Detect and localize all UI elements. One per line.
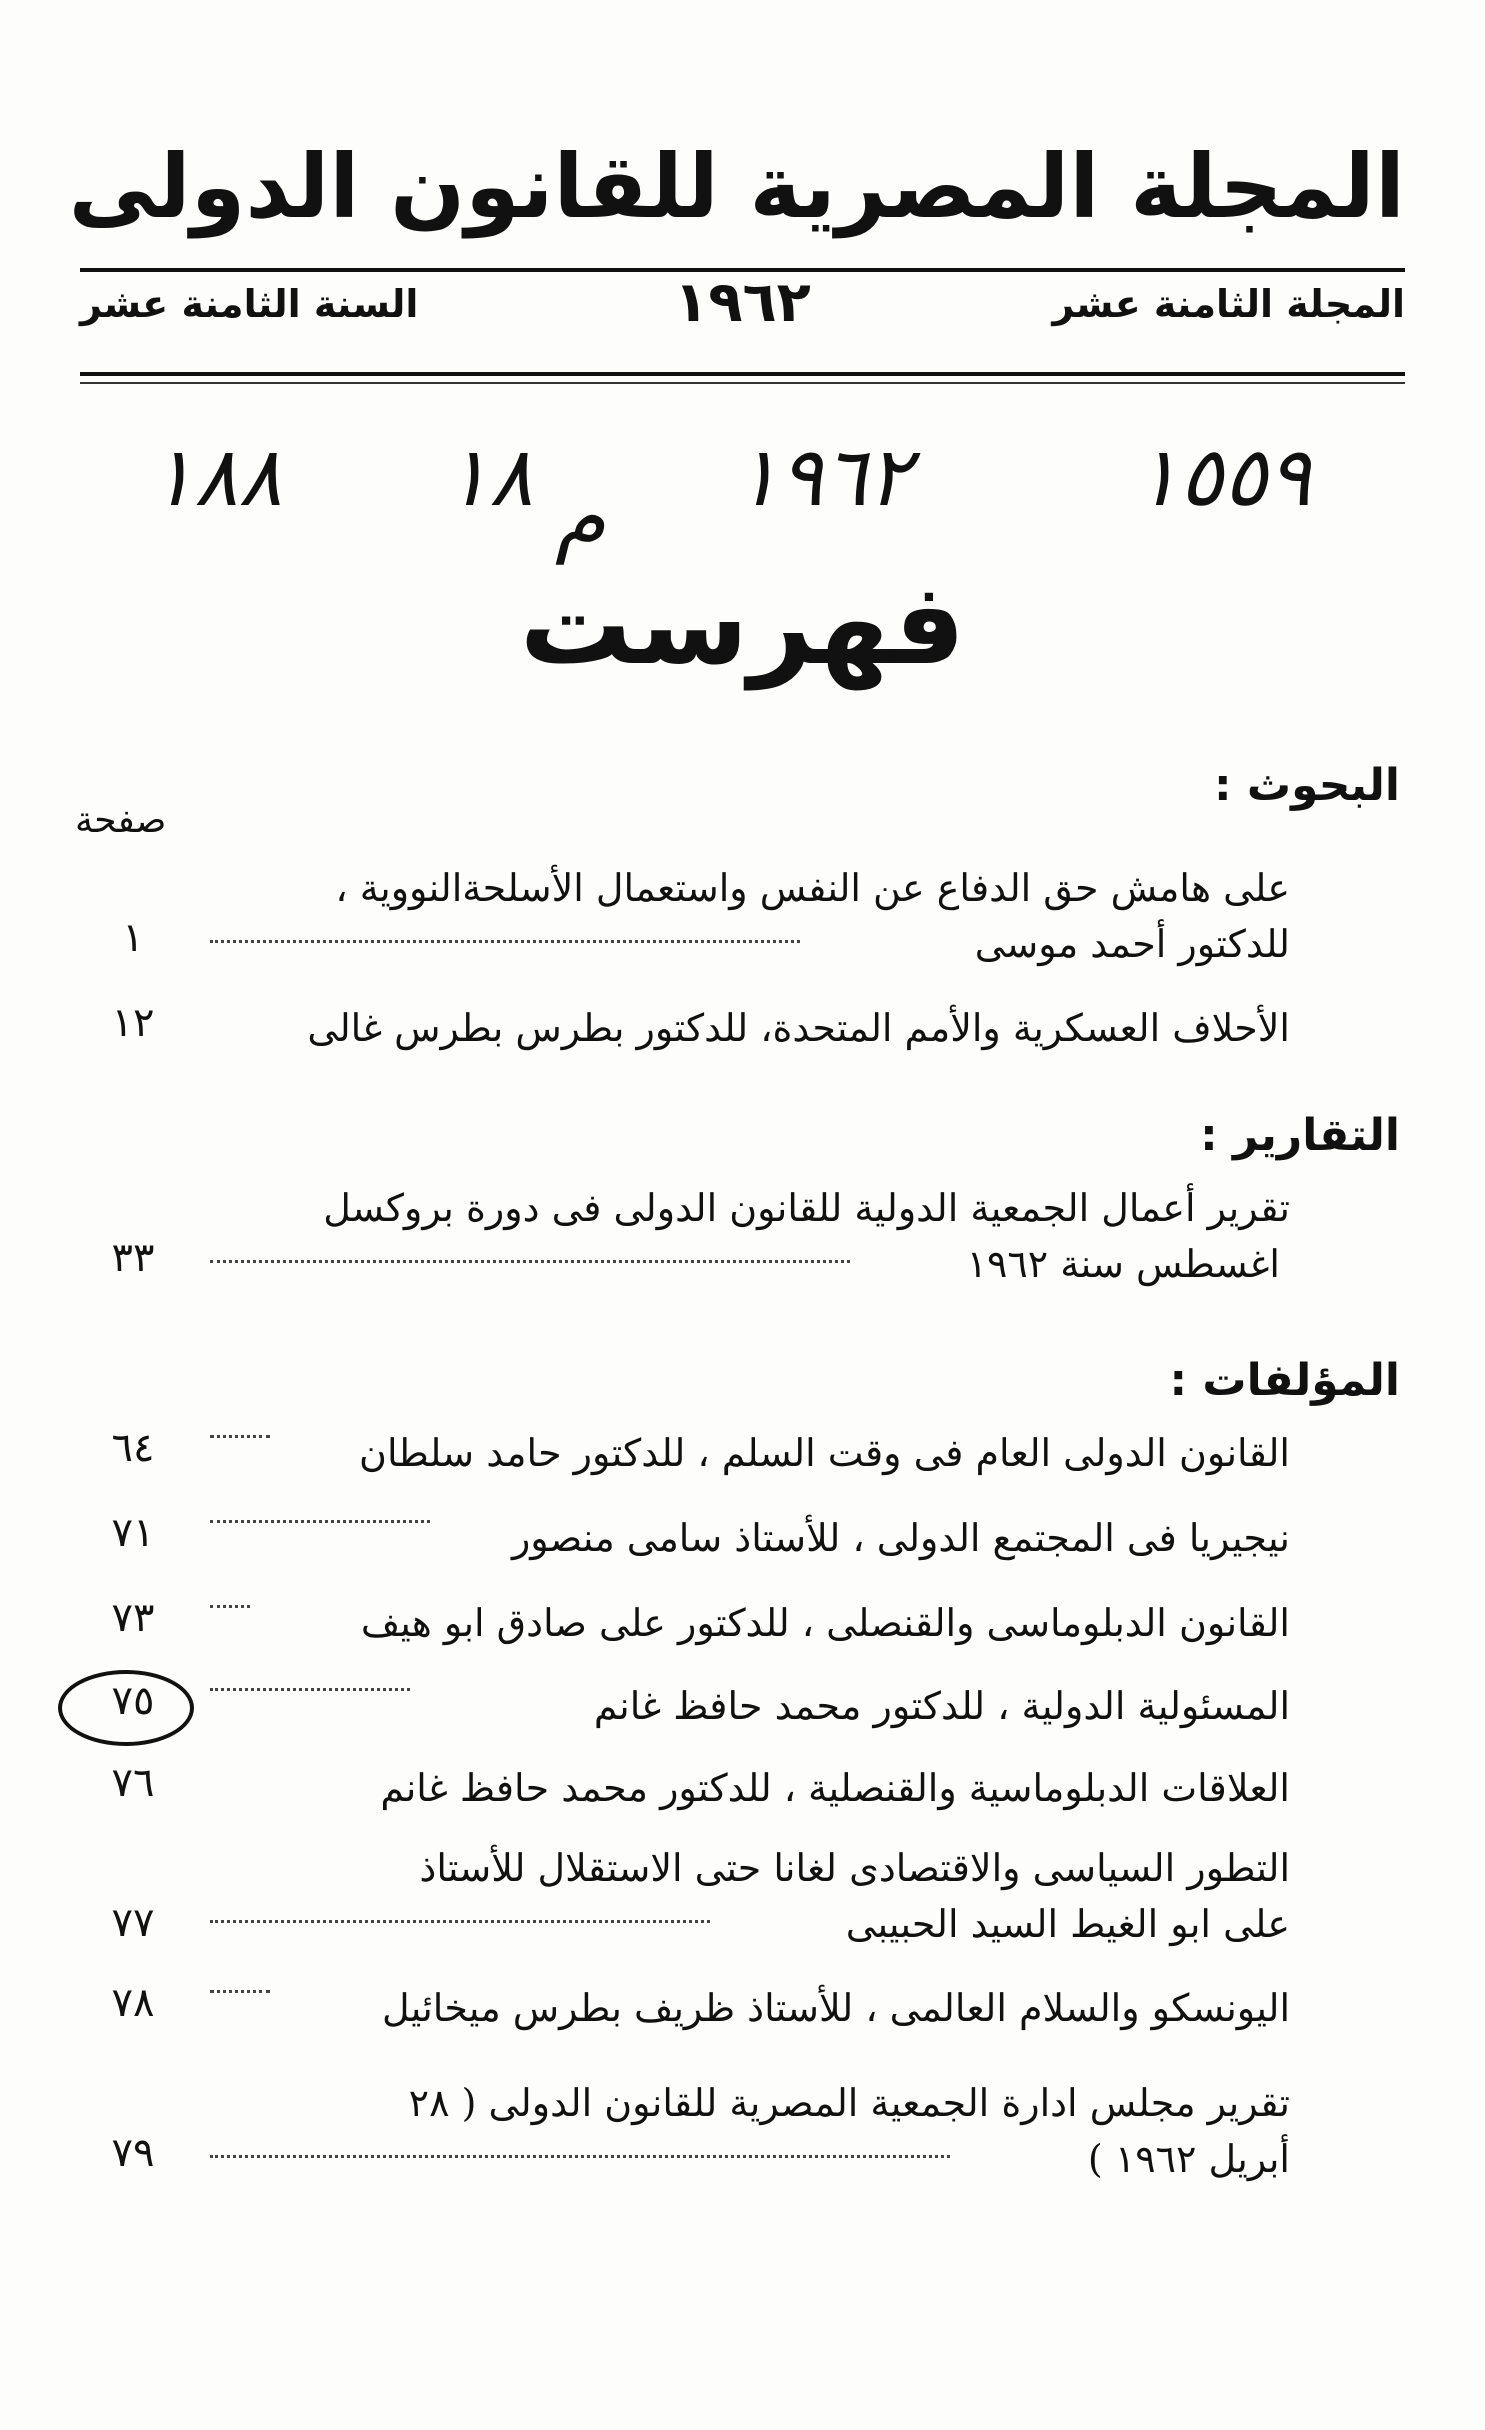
page-number: ٧١ bbox=[111, 1510, 155, 1556]
handwritten-note: ١٩٦٢ bbox=[735, 430, 912, 525]
dot-leader bbox=[210, 1990, 270, 1993]
handwritten-note: ١٨ bbox=[445, 430, 534, 525]
section-heading: المؤلفات : bbox=[1169, 1355, 1400, 1406]
toc-entry: تقرير مجلس ادارة الجمعية المصرية للقانون الدولى ( ٢٨ أبريل ١٩٦٢ ) bbox=[210, 2075, 1290, 2187]
dot-leader bbox=[210, 1520, 430, 1523]
page-number: ١٢ bbox=[111, 1000, 155, 1046]
dot-leader bbox=[210, 2155, 950, 2158]
page-number: ١ bbox=[122, 915, 144, 961]
page-number: ٧٥ bbox=[111, 1678, 155, 1724]
page-number: ٦٤ bbox=[111, 1425, 155, 1471]
toc-entry: اليونسكو والسلام العالمى ، للأستاذ ظريف بطرس ميخائيل bbox=[210, 1980, 1290, 2036]
toc-entry: التطور السياسى والاقتصادى لغانا حتى الاستقلال للأستاذ على ابو الغيط السيد الحبيبى bbox=[210, 1840, 1290, 1952]
handwritten-note: م bbox=[555, 470, 606, 565]
bottom-rule bbox=[80, 372, 1405, 376]
bottom-rule-thin bbox=[80, 382, 1405, 384]
page-number: ٧٩ bbox=[111, 2130, 155, 2176]
toc-entry: نيجيريا فى المجتمع الدولى ، للأستاذ سامى منصور bbox=[210, 1510, 1290, 1566]
page-number: ٧٨ bbox=[111, 1980, 155, 2026]
toc-entry: القانون الدبلوماسى والقنصلى ، للدكتور على صادق ابو هيف bbox=[210, 1595, 1290, 1651]
section-heading: التقارير : bbox=[1200, 1110, 1400, 1161]
toc-entry: تقرير أعمال الجمعية الدولية للقانون الدولى فى دورة بروكسل اغسطس سنة ١٩٦٢ bbox=[210, 1180, 1290, 1292]
toc-entry: الأحلاف العسكرية والأمم المتحدة، للدكتور بطرس بطرس غالى bbox=[307, 1006, 1290, 1050]
page-number: ٧٦ bbox=[111, 1760, 155, 1806]
dot-leader bbox=[210, 1260, 850, 1263]
toc-entry: العلاقات الدبلوماسية والقنصلية ، للدكتور محمد حافظ غانم bbox=[380, 1766, 1290, 1810]
journal-title: المجلة المصرية للقانون الدولى bbox=[68, 135, 1405, 238]
dot-leader bbox=[210, 1605, 250, 1608]
handwritten-note: ١٥٥٩ bbox=[1135, 430, 1312, 525]
dot-leader bbox=[210, 940, 800, 943]
toc-entry: القانون الدولى العام فى وقت السلم ، للدكتور حامد سلطان bbox=[210, 1425, 1290, 1481]
section-heading: البحوث : bbox=[1214, 760, 1400, 811]
page-title: فهرست bbox=[519, 560, 966, 690]
year-label: ١٩٦٢ bbox=[674, 270, 811, 335]
page-number: ٧٣ bbox=[111, 1595, 155, 1641]
dot-leader bbox=[210, 1688, 410, 1691]
toc-entry: المسئولية الدولية ، للدكتور محمد حافظ غانم bbox=[210, 1678, 1290, 1734]
handwritten-note: ١٨٨ bbox=[150, 430, 283, 525]
year-number-label: السنة الثامنة عشر bbox=[80, 282, 419, 326]
page-number: ٣٣ bbox=[111, 1235, 155, 1281]
toc-entry: على هامش حق الدفاع عن النفس واستعمال الأسلحةالنووية ، للدكتور أحمد موسى bbox=[210, 860, 1290, 972]
dot-leader bbox=[210, 1920, 710, 1923]
page-number: ٧٧ bbox=[111, 1900, 155, 1946]
dot-leader bbox=[210, 1435, 270, 1438]
volume-label: المجلة الثامنة عشر bbox=[1052, 282, 1405, 326]
page-column-label: صفحة bbox=[75, 800, 167, 841]
